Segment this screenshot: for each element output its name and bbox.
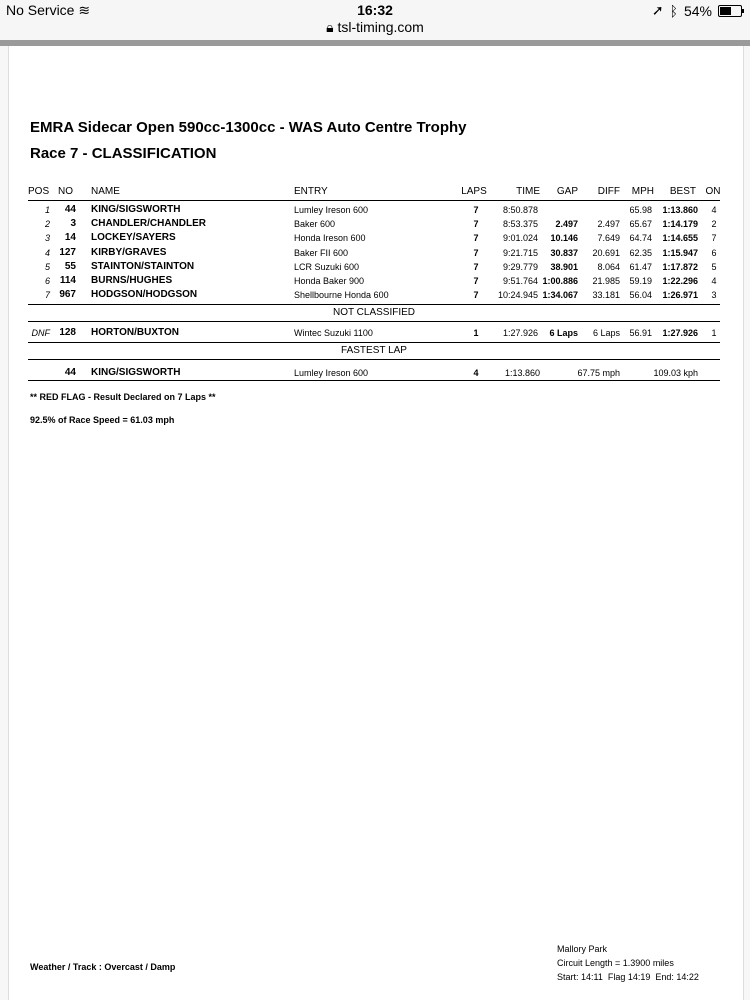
column-header-best: BEST: [669, 186, 696, 197]
result-pos: 4: [44, 247, 50, 258]
result-on: 4: [711, 205, 717, 215]
dnf-diff: 6 Laps: [592, 328, 620, 338]
result-on: 4: [711, 276, 717, 286]
result-on: 2: [711, 219, 717, 230]
result-best: 1:22.296: [662, 276, 698, 286]
dnf-mph: 56.91: [629, 328, 652, 338]
venue: Mallory Park: [557, 944, 608, 954]
result-mph: 61.47: [629, 261, 652, 272]
result-pos: 5: [44, 261, 50, 272]
column-header-pos: POS: [28, 186, 50, 197]
result-on: 5: [711, 261, 717, 272]
column-header-laps: LAPS: [461, 186, 487, 197]
result-mph: 65.98: [629, 205, 652, 215]
fastest-name: KING/SIGSWORTH: [91, 367, 181, 378]
result-name: KING/SIGSWORTH: [91, 204, 181, 215]
result-on: 6: [711, 247, 717, 258]
fastest-time: 1:13.860: [504, 368, 540, 378]
dnf-time: 1:27.926: [502, 328, 538, 338]
result-entry: Honda Ireson 600: [294, 233, 366, 244]
result-best: 1:26.971: [662, 290, 698, 301]
result-pos: 6: [44, 276, 50, 286]
result-name: STAINTON/STAINTON: [91, 260, 195, 272]
fastest-no: 44: [64, 367, 76, 378]
wifi-icon: ≋: [78, 2, 91, 18]
fastest-lap-heading: FASTEST LAP: [341, 345, 407, 356]
result-pos: 2: [44, 219, 50, 230]
column-header-gap: GAP: [556, 186, 578, 197]
result-best: 1:17.872: [662, 261, 698, 272]
battery-fill: [720, 7, 731, 15]
circuit-length: Circuit Length = 1.3900 miles: [557, 958, 674, 968]
dnf-divider: [28, 342, 720, 343]
dnf-on: 1: [711, 328, 717, 338]
result-laps: 7: [473, 276, 479, 286]
result-mph: 59.19: [629, 276, 652, 286]
result-entry: Lumley Ireson 600: [294, 205, 369, 215]
result-time: 9:51.764: [502, 276, 538, 286]
carrier-label: No Service ≋: [6, 2, 91, 18]
result-laps: 7: [473, 290, 479, 301]
dnf-gap: 6 Laps: [549, 328, 578, 338]
result-time: 10:24.945: [497, 290, 538, 301]
result-name: LOCKEY/SAYERS: [91, 232, 176, 244]
result-entry: Baker FII 600: [294, 247, 349, 258]
header-divider: [28, 200, 720, 201]
result-laps: 7: [473, 205, 479, 215]
result-best: 1:15.947: [662, 247, 698, 258]
result-gap: 30.837: [550, 247, 578, 258]
result-entry: Honda Baker 900: [294, 276, 365, 286]
result-on: 3: [711, 290, 717, 301]
result-mph: 56.04: [629, 290, 652, 301]
result-best: 1:14.655: [662, 233, 698, 244]
result-laps: 7: [473, 261, 479, 272]
result-best: 1:14.179: [662, 219, 698, 230]
lock-icon: 🔒︎: [326, 19, 334, 35]
result-name: CHANDLER/CHANDLER: [91, 218, 206, 230]
result-pos: 7: [44, 290, 50, 301]
dnf-name: HORTON/BUXTON: [91, 327, 179, 338]
column-header-time: TIME: [516, 186, 540, 197]
result-name: HODGSON/HODGSON: [91, 289, 198, 301]
result-no: 3: [70, 218, 76, 230]
result-time: 9:01.024: [502, 233, 538, 244]
result-laps: 7: [473, 219, 479, 230]
result-pos: 1: [44, 205, 50, 215]
result-gap: 10.146: [550, 233, 578, 244]
race-title: Race 7 - CLASSIFICATION: [30, 145, 217, 162]
result-time: 9:29.779: [502, 261, 538, 272]
not-classified-divider: [28, 321, 720, 322]
result-diff: 8.064: [597, 261, 620, 272]
result-diff: 33.181: [592, 290, 620, 301]
dnf-laps: 1: [473, 328, 479, 338]
dnf-pos: DNF: [31, 328, 50, 338]
fastest-lap-divider: [28, 359, 720, 360]
result-time: 9:21.715: [502, 247, 538, 258]
dnf-best: 1:27.926: [662, 328, 698, 338]
result-diff: 7.649: [597, 233, 620, 244]
fastest-entry: Lumley Ireson 600: [294, 368, 369, 378]
result-laps: 7: [473, 233, 479, 244]
column-header-on: ON: [705, 186, 721, 197]
column-header-mph: MPH: [631, 186, 654, 197]
dnf-entry: Wintec Suzuki 1100: [294, 328, 373, 338]
result-laps: 7: [473, 247, 479, 258]
result-entry: LCR Suzuki 600: [294, 261, 360, 272]
result-name: BURNS/HUGHES: [91, 275, 173, 286]
event-title: EMRA Sidecar Open 590cc-1300cc - WAS Auto Centre Trophy: [30, 119, 467, 136]
result-gap: 2.497: [555, 219, 578, 230]
status-bar: [0, 0, 750, 40]
result-mph: 65.67: [629, 219, 652, 230]
battery-percent: 54%: [683, 2, 712, 19]
result-on: 7: [711, 233, 717, 244]
result-no: 14: [64, 232, 76, 244]
result-name: KIRBY/GRAVES: [91, 246, 167, 258]
result-no: 44: [64, 204, 76, 215]
race-speed-note: 92.5% of Race Speed = 61.03 mph: [30, 415, 175, 425]
result-no: 127: [59, 246, 76, 258]
weather-info: Weather / Track : Overcast / Damp: [30, 962, 176, 972]
bluetooth-icon: ᛒ: [669, 2, 678, 19]
result-gap: 1:34.067: [542, 290, 578, 301]
location-icon: ➚: [651, 2, 664, 18]
results-divider: [28, 304, 720, 305]
result-mph: 64.74: [629, 233, 652, 244]
column-header-entry: ENTRY: [294, 186, 328, 197]
result-diff: 20.691: [592, 247, 620, 258]
dnf-no: 128: [59, 327, 76, 338]
fastest-lap-number: 4: [473, 368, 479, 378]
column-header-no: NO: [58, 186, 73, 197]
status-right: [652, 2, 742, 19]
address-bar[interactable]: 🔒︎ tsl-timing.com: [326, 19, 424, 35]
result-diff: 21.985: [592, 276, 620, 286]
result-no: 967: [59, 289, 76, 301]
result-no: 55: [64, 260, 76, 272]
race-times: Start: 14:11 Flag 14:19 End: 14:22: [557, 972, 699, 982]
result-time: 8:50.878: [502, 205, 538, 215]
fastest-mph: 67.75 mph: [577, 368, 620, 378]
clock: 16:32: [357, 2, 393, 18]
fastest-divider: [28, 380, 720, 381]
result-entry: Baker 600: [294, 219, 336, 230]
result-entry: Shellbourne Honda 600: [294, 290, 389, 301]
result-gap: 38.901: [550, 261, 578, 272]
fastest-kph: 109.03 kph: [653, 368, 698, 378]
result-best: 1:13.860: [662, 205, 698, 215]
result-no: 114: [59, 275, 76, 286]
result-mph: 62.35: [629, 247, 652, 258]
red-flag-note: ** RED FLAG - Result Declared on 7 Laps **: [30, 392, 216, 402]
column-header-name: NAME: [91, 186, 120, 197]
result-time: 8:53.375: [502, 219, 538, 230]
column-header-diff: DIFF: [597, 186, 620, 197]
not-classified-heading: NOT CLASSIFIED: [332, 307, 416, 318]
battery-icon: [718, 5, 742, 17]
result-pos: 3: [44, 233, 50, 244]
result-diff: 2.497: [597, 219, 620, 230]
result-gap: 1:00.886: [542, 276, 578, 286]
